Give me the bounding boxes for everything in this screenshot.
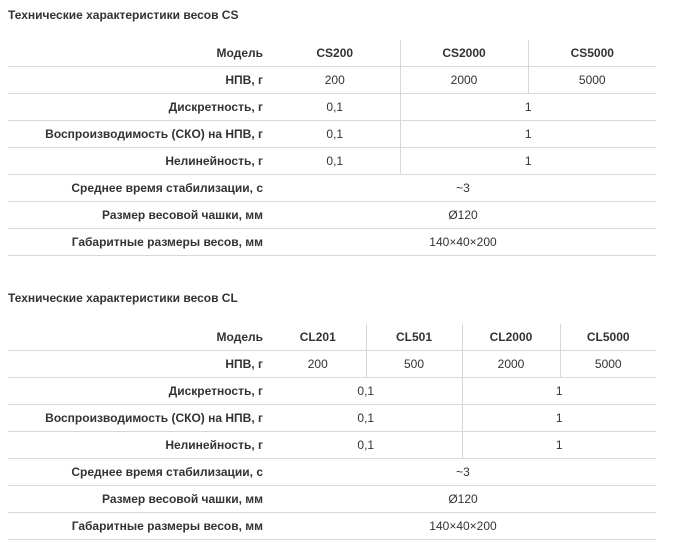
cs-section-title: Технические характеристики весов CS [8,8,239,22]
cl-nonlinearity-1: 0,1 [270,432,462,459]
cs-model-1: CS200 [270,40,400,67]
cs-row-npv [8,67,656,94]
cs-model-label: Модель [8,40,270,67]
cl-npv-3: 2000 [462,351,560,378]
cl-model-label: Модель [8,324,270,351]
cs-stabilization-value: ~3 [270,175,656,202]
cs-repeatability-1: 0,1 [270,121,400,148]
cl-discreteness-label: Дискретность, г [8,378,270,405]
cl-nonlinearity-label: Нелинейность, г [8,432,270,459]
cl-row-pan [8,486,656,513]
cs-row-stabilization [8,175,656,202]
cl-npv-1: 200 [270,351,366,378]
cs-model-3: CS5000 [528,40,656,67]
cs-repeatability-2: 1 [400,121,656,148]
cl-pan-label: Размер весовой чашки, мм [8,486,270,513]
cs-pan-label: Размер весовой чашки, мм [8,202,270,229]
cs-nonlinearity-1: 0,1 [270,148,400,175]
cl-row-stabilization [8,459,656,486]
cl-discreteness-1: 0,1 [270,378,462,405]
cl-npv-4: 5000 [560,351,656,378]
cs-pan-value: Ø120 [270,202,656,229]
cs-nonlinearity-2: 1 [400,148,656,175]
cs-row-discreteness [8,94,656,121]
cl-row-repeatability [8,405,656,432]
cl-section-title: Технические характеристики весов CL [8,291,238,305]
cl-dimensions-label: Габаритные размеры весов, мм [8,513,270,540]
cl-row-npv [8,351,656,378]
cs-dimensions-value: 140×40×200 [270,229,656,256]
cl-row-discreteness [8,378,656,405]
cl-model-1: CL201 [270,324,366,351]
cl-stabilization-label: Среднее время стабилизации, с [8,459,270,486]
cl-stabilization-value: ~3 [270,459,656,486]
cs-discreteness-label: Дискретность, г [8,94,270,121]
cl-repeatability-2: 1 [462,405,656,432]
cs-row-repeatability [8,121,656,148]
cl-npv-2: 500 [366,351,462,378]
cs-npv-1: 200 [270,67,400,94]
cs-dimensions-label: Габаритные размеры весов, мм [8,229,270,256]
cs-row-dimensions [8,229,656,256]
cl-discreteness-2: 1 [462,378,656,405]
cl-repeatability-label: Воспроизводимость (СКО) на НПВ, г [8,405,270,432]
cl-row-model [8,324,656,351]
cl-row-nonlinearity [8,432,656,459]
cl-model-2: CL501 [366,324,462,351]
cs-nonlinearity-label: Нелинейность, г [8,148,270,175]
cs-row-model [8,40,656,67]
cs-model-2: CS2000 [400,40,528,67]
cs-repeatability-label: Воспроизводимость (СКО) на НПВ, г [8,121,270,148]
cs-discreteness-1: 0,1 [270,94,400,121]
cl-dimensions-value: 140×40×200 [270,513,656,540]
cs-npv-2: 2000 [400,67,528,94]
cs-npv-3: 5000 [528,67,656,94]
cl-spec-table [8,324,656,540]
cs-stabilization-label: Среднее время стабилизации, с [8,175,270,202]
cl-model-3: CL2000 [462,324,560,351]
cl-nonlinearity-2: 1 [462,432,656,459]
cs-npv-label: НПВ, г [8,67,270,94]
cs-row-nonlinearity [8,148,656,175]
cs-spec-table [8,40,656,256]
cl-row-dimensions [8,513,656,540]
cs-discreteness-2: 1 [400,94,656,121]
cl-repeatability-1: 0,1 [270,405,462,432]
cl-npv-label: НПВ, г [8,351,270,378]
cl-pan-value: Ø120 [270,486,656,513]
cs-row-pan [8,202,656,229]
cl-model-4: CL5000 [560,324,656,351]
